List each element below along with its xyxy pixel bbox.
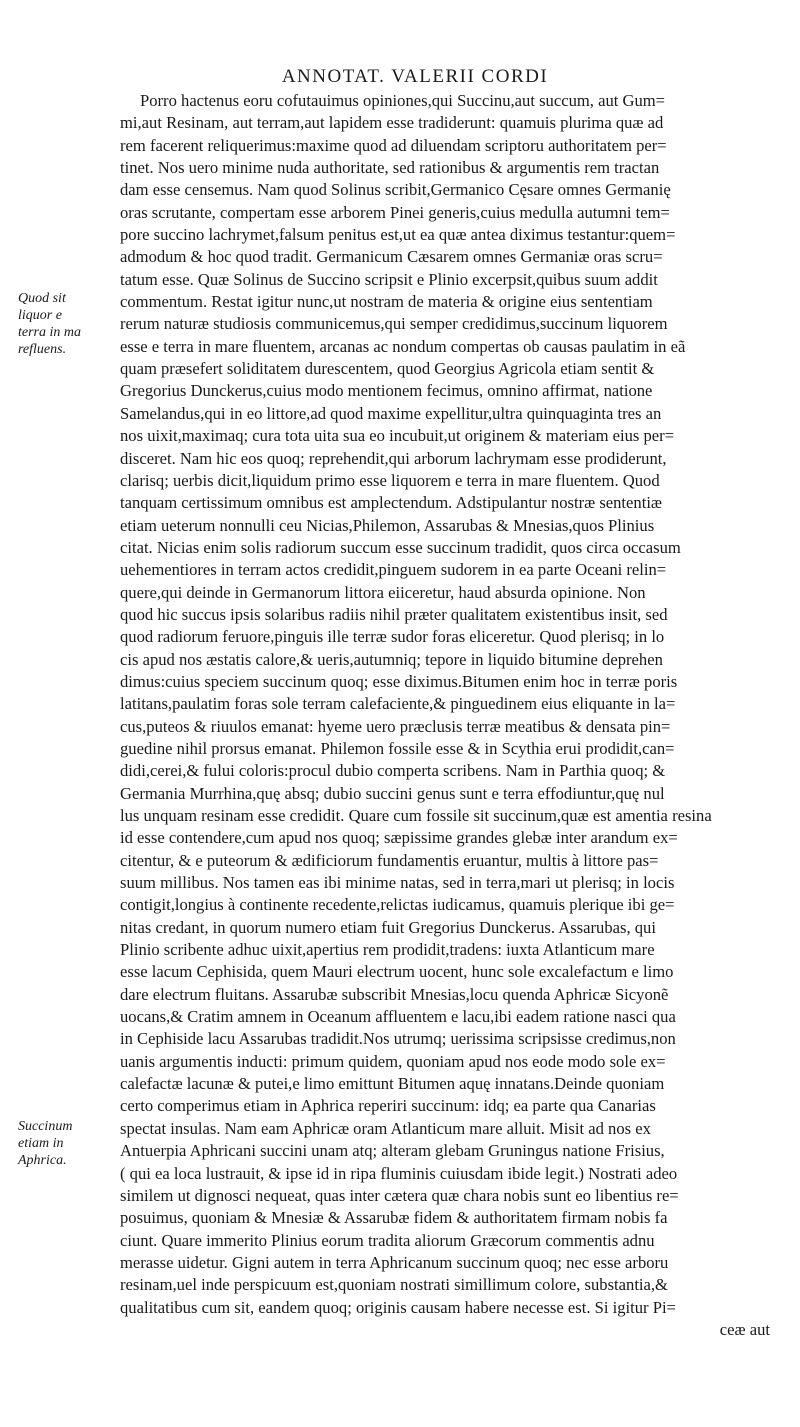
text-line: pore succino lachrymet,falsum penitus est,ut ea quæ antea diximus testantur:quem= (120, 225, 676, 245)
text-line: tatum esse. Quæ Solinus de Succino scripsit e Plinio excerpsit,quibus suum addit (120, 269, 658, 289)
text-line: quere,qui deinde in Germanorum littora eiiceretur, haud absurda opinione. Non (120, 582, 646, 602)
body-text (120, 90, 790, 1341)
text-line: Germania Murrhina,quę absq; dubio succini genus sunt e terra effodiuntur,quę nul (120, 783, 665, 803)
text-line: nitas credant, in quorum numero etiam fuit Gregorius Dunckerus. Assarubas, qui (120, 917, 656, 937)
text-line: calefactæ lacunæ & putei,e limo emittunt Bitumen aquę innatans.Deinde quoniam (120, 1074, 665, 1094)
marginal-note-aphrica (18, 1118, 116, 1169)
text-line: Plinio scribente adhuc uixit,apertius rem prodidit,tradens: iuxta Atlanticum mare (120, 940, 655, 960)
running-head: ANNOTAT. VALERII CORDI (281, 66, 549, 87)
text-line: quod hic succus ipsis solaribus radiis nihil præter qualitatem existentibus insit, sed (120, 604, 668, 624)
text-line: contigit,longius à continente recedente,relictas iudicamus, quamuis plerique ibi ge= (120, 895, 675, 915)
text-line: lus unquam resinam esse credidit. Quare cum fossile sit succinum,quæ est amentia resina (120, 806, 712, 825)
text-line: admodum & hoc quod tradit. Germanicum Cæsarem omnes Germaniæ oras scru= (120, 247, 663, 267)
text-line: dare electrum fluitans. Assarubæ subscribit Mnesias,locu quenda Aphricæ Sicyonẽ (120, 984, 669, 1004)
marginal-note-line: Aphrica. (18, 1153, 67, 1168)
text-line: esse e terra in mare fluentem, arcanas ac nondum compertas ob causas paulatim in eã (120, 336, 686, 356)
text-line: citat. Nicias enim solis radiorum succum esse succinum tradidit, quos circa occasum (120, 537, 681, 557)
text-line: esse lacum Cephisida, quem Mauri electrum uocent, hunc sole excalefactum e limo (120, 962, 674, 982)
marginal-note-line: Quod sit (18, 291, 66, 306)
marginal-note-line: liquor e (18, 308, 62, 323)
text-line: ceæ aut (719, 1319, 770, 1339)
marginal-note-line: Succinum (18, 1119, 73, 1134)
text-line: dimus:cuius speciem succinum quoq; esse diximus.Bitumen enim hoc in terræ poris (120, 671, 678, 691)
text-line: merasse uidetur. Gigni autem in terra Aphricanum succinum quoq; nec esse arboru (120, 1252, 669, 1272)
text-line: tanquam certissimum omnibus est amplectendum. Adstipulantur nostræ sententiæ (120, 493, 662, 513)
text-line: etiam ueterum nonnulli ceu Nicias,Philemon, Assarubas & Mnesias,quos Plinius (120, 515, 655, 535)
text-line: nos uixit,maximaq; cura tota uita sua eo incubuit,ut originem & materiam eius per= (120, 426, 675, 446)
text-line: commentum. Restat igitur nunc,ut nostram de materia & origine eius sententiam (120, 292, 653, 312)
marginal-note-liquor (18, 290, 116, 358)
text-line: similem ut dignosci nequeat, quas inter cætera quæ chara nobis sunt eo libentius re= (120, 1185, 679, 1205)
text-line: spectat insulas. Nam eam Aphricæ oram Atlanticum mare alluit. Misit ad nos ex (120, 1118, 651, 1138)
text-line: ciunt. Quare immerito Plinius eorum tradita aliorum Græcorum commentis adnu (120, 1230, 655, 1250)
marginal-note-line: refluens. (18, 342, 67, 357)
text-line: posuimus, quoniam & Mnesiæ & Assarubæ fidem & authoritatem firmam nobis fa (120, 1208, 668, 1228)
text-line: rem facerent reliquerimus:maxime quod ad diluendam scriptoru authoritatem per= (120, 135, 667, 155)
text-line: latitans,paulatim foras sole terram calefaciente,& pinguedinem eius eliquante in la= (120, 694, 676, 714)
text-line: guedine nihil prorsus emanat. Philemon fossile esse & in Scythia erui prodidit,can= (120, 738, 675, 758)
text-line: suum millibus. Nos tamen eas ibi minime natas, sed in terra,mari ut plerisq; in locis (120, 873, 675, 893)
text-line: qualitatibus cum sit, eandem quoq; originis causam habere necesse est. Si igitur Pi= (120, 1297, 676, 1317)
marginal-note-line: etiam in (18, 1136, 64, 1151)
text-line: quod radiorum feruore,pinguis ille terræ sudor foras eliceretur. Quod plerisq; in lo (120, 627, 665, 647)
text-line: resinam,uel inde perspicuum est,quoniam nostrati simillimum colore, substantia,& (120, 1275, 668, 1295)
text-line: Samelandus,qui in eo littore,ad quod maxime expellitur,ultra quinquaginta tres an (120, 403, 662, 423)
text-line: Antuerpia Aphricani succini unam atq; alteram glebam Gruningus natione Frisius, (120, 1141, 665, 1161)
text-line: Porro hactenus eoru cofutauimus opiniones,qui Succinu,aut succum, aut Gum= (140, 91, 666, 110)
text-line: ( qui ea loca lustrauit, & ipse id in ripa fluminis cuiusdam ibide legit.) Nostrati adeo (120, 1163, 678, 1183)
text-line: id esse contendere,cum apud nos quoq; sæpissime grandes glebæ inter arandum ex= (120, 828, 678, 848)
text-line: rerum naturæ studiosis communicemus,qui semper credidimus,succinum liquorem (120, 314, 668, 334)
text-line: uocans,& Cratim amnem in Oceanum affluentem e lacu,ibi eadem ratione nasci qua (120, 1007, 676, 1027)
text-line: dam esse censemus. Nam quod Solinus scribit,Germanico Cęsare omnes Germanię (120, 180, 671, 200)
text-line: uanis argumentis inducti: primum quidem, quoniam apud nos eode modo sole ex= (120, 1051, 666, 1071)
text-line: cis apud nos æstatis calore,& ueris,autumniq; tepore in liquido bitumine deprehen (120, 649, 663, 669)
text-line: clarisq; uerbis dicit,liquidum primo esse liquorem e terra in mare fluentem. Quod (120, 470, 660, 490)
text-line: didi,cerei,& fului coloris:procul dubio comperta scribens. Nam in Parthia quoq; & (120, 761, 666, 781)
text-line: quam præsefert soliditatem durescentem, quod Georgius Agricola etiam sentit & (120, 359, 655, 379)
text-line: tinet. Nos uero minime nuda authoritate, sed rationibus & argumentis rem tractan (120, 158, 660, 178)
text-line: mi,aut Resinam, aut terram,aut lapidem esse tradiderunt: quamuis plurima quæ ad (120, 113, 664, 133)
text-line: oras scrutante, compertam esse arborem Pinei generis,cuius medulla autumni tem= (120, 202, 670, 222)
text-line: citentur, & e puteorum & ædificiorum fundamentis eruantur, multis à littore pas= (120, 850, 659, 870)
text-line: uehementiores in terram actos credidit,pinguem sudorem in ea parte Oceani relin= (120, 560, 667, 580)
text-line: cus,puteos & riuulos emanat: hyeme uero præclusis terræ meatibus & densata pin= (120, 716, 671, 736)
text-line: Gregorius Dunckerus,cuius modo mentionem fecimus, omnino affirmat, natione (120, 381, 653, 401)
marginal-note-line: terra in ma (18, 325, 81, 340)
text-line: certo comperimus etiam in Aphrica reperiri succinum: idq; ea parte qua Canarias (120, 1096, 656, 1116)
text-line: disceret. Nam hic eos quoq; reprehendit,qui arborum lachrymam esse prodiderunt, (120, 448, 667, 468)
text-line: in Cephiside lacu Assarubas tradidit.Nos utrumq; uerissima scripsisse credimus,non (120, 1029, 676, 1049)
